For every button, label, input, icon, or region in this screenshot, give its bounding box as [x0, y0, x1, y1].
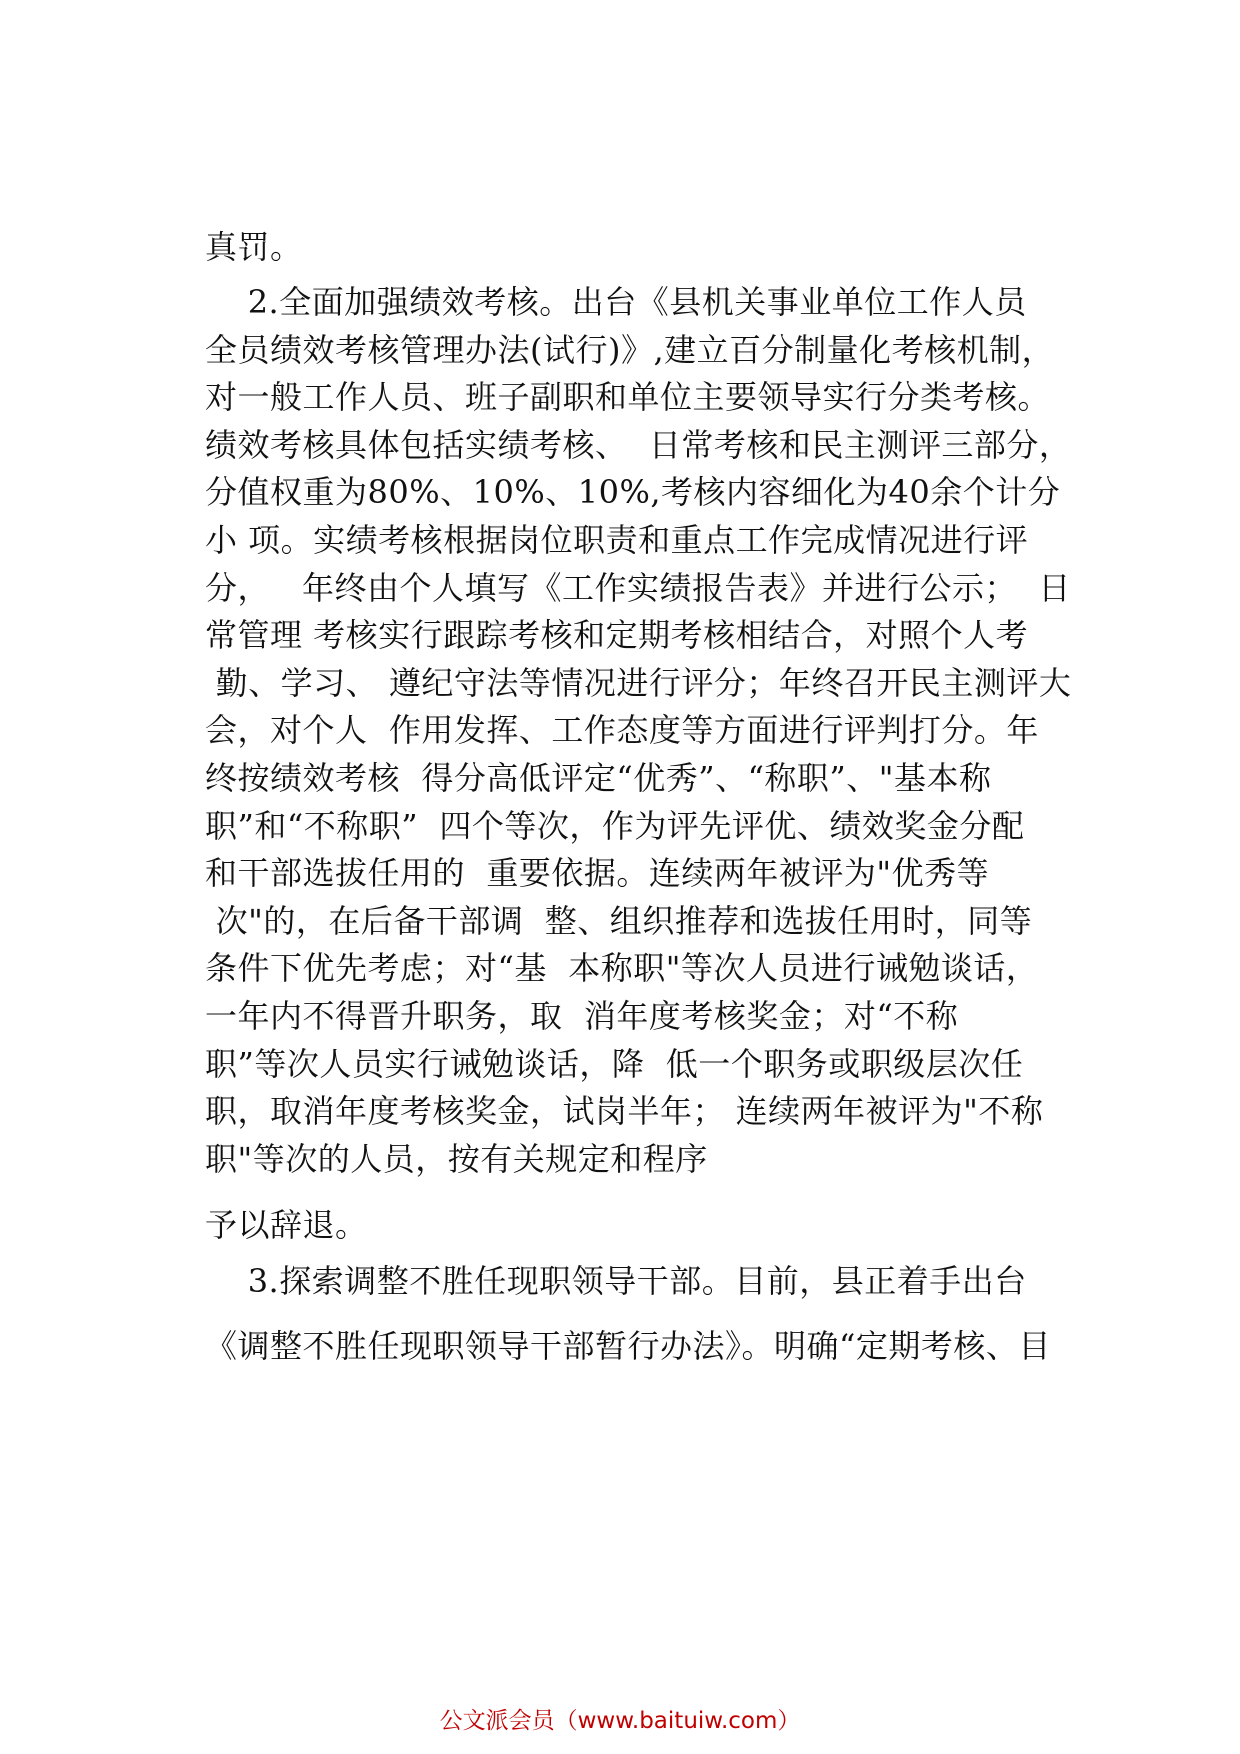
text-line: 予以辞退。 — [205, 1206, 368, 1244]
text-line: 小 项。实绩考核根据岗位职责和重点工作完成情况进行评 — [205, 521, 1029, 559]
text-line: 一年内不得晋升职务，取 消年度考核奖金；对“不称 — [205, 997, 959, 1035]
text-line: 《调整不胜任现职领导干部暂行办法》。明确“定期考核、目 — [205, 1327, 1051, 1365]
text-line: 2.全面加强绩效考核。出台《县机关事业单位工作人员 — [205, 283, 1027, 321]
text-line: 分， 年终由个人填写《工作实绩报告表》并进行公示； 日 — [205, 569, 1071, 607]
text-line: 次"的，在后备干部调 整、组织推荐和选拔任用时，同等 — [205, 902, 1033, 940]
text-line: 和干部选拔任用的 重要依据。连续两年被评为"优秀等 — [205, 854, 990, 892]
text-line: 绩效考核具体包括实绩考核、 日常考核和民主测评三部分， — [205, 426, 1072, 464]
text-line: 条件下优先考虑；对“基 本称职"等次人员进行诫勉谈话， — [205, 949, 1039, 987]
text-line: 职，取消年度考核奖金，试岗半年； 连续两年被评为"不称 — [205, 1092, 1044, 1130]
text-line: 终按绩效考核 得分高低评定“优秀”、“称职”、"基本称 — [205, 759, 992, 797]
text-line: 职”和“不称职” 四个等次，作为评先评优、绩效奖金分配 — [205, 807, 1025, 845]
text-line: 职”等次人员实行诫勉谈话，降 低一个职务或职级层次任 — [205, 1045, 1024, 1083]
text-line: 3.探索调整不胜任现职领导干部。目前，县正着手出台 — [205, 1262, 1027, 1300]
text-line: 常管理 考核实行跟踪考核和定期考核相结合，对照个人考 — [205, 616, 1029, 654]
text-line: 全员绩效考核管理办法(试行)》,建立百分制量化考核机制， — [205, 331, 1055, 369]
text-line: 真罚。 — [205, 228, 303, 266]
text-line: 分值权重为80%、10%、10%,考核内容细化为40余个计分 — [205, 473, 1061, 511]
text-line: 勤、学习、 遵纪守法等情况进行评分；年终召开民主测评大 — [205, 664, 1072, 702]
text-line: 职"等次的人员，按有关规定和程序 — [205, 1140, 708, 1178]
text-line: 对一般工作人员、班子副职和单位主要领导实行分类考核。 — [205, 378, 1051, 416]
text-line: 会，对个人 作用发挥、工作态度等方面进行评判打分。年 — [205, 711, 1039, 749]
footer-watermark-link[interactable]: 公文派会员（www.baituiw.com） — [439, 1708, 801, 1734]
